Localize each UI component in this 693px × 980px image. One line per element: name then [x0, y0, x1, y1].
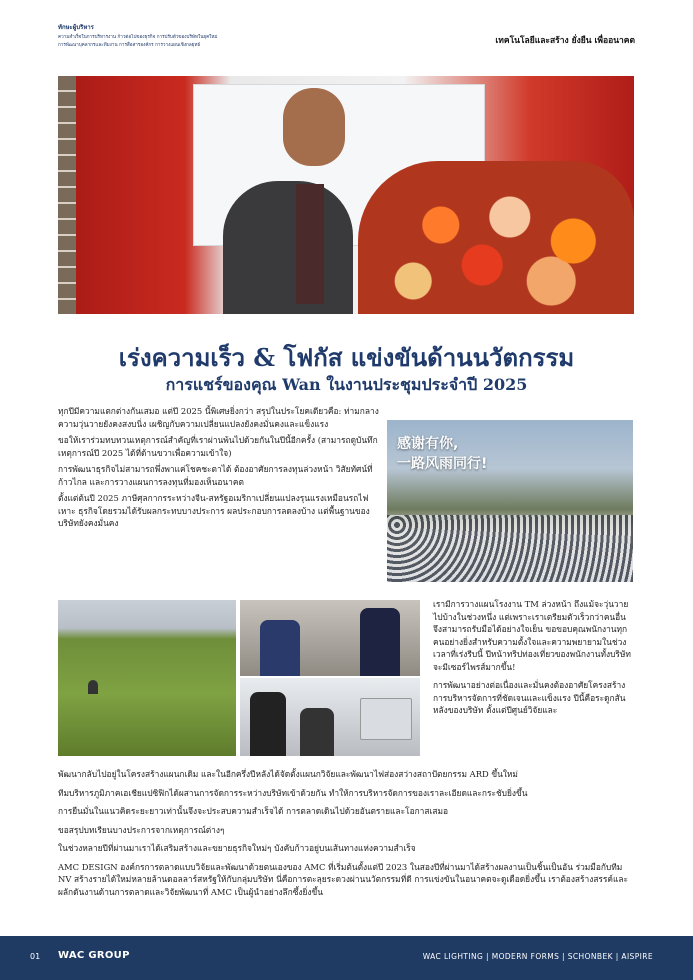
paragraph: เรามีการวางแผนโรงงาน TM ล่วงหน้า ถึงแม้จะวุ่นวายไปบ้างในช่วงหนึ่ง แต่เพราะเราเตรียมตัวเร็วกว่าคนอื่น จึงสามารถรับมือได้อย่างใจเย็น ขอขอบคุณพนักงานทุกคนอย่างยิ่งสำหรับความตั้งใจและความพยายามในช่วงเวลาที่เร่งรีบนี้ ปีหน้าทริปท่องเที่ยวของพนักงานทั้งบริษัทจะมีเซอร์ไพรส์มากขึ้น! [433, 599, 631, 672]
page-number: 01 [30, 952, 41, 961]
speaker-figure [223, 181, 353, 314]
paragraph: AMC DESIGN องค์กรการตลาดแบบวิจัยและพัฒนาด้วยตนเองของ AMC ที่เริ่มต้นตั้งแต่ปี 2023 ในสองปีที่ผ่านมาได้สร้างผลงานเป็นชิ้นเป็นอัน ร่วมมือกับทีม NV สร้างรายได้ใหม่หลายล้านดอลลาร์สหรัฐให้กับกลุ่มบริษัท นี่คือการตะลุยระดวงผ่านนวัตกรรมที่ดี การแข่งขันในอนาคตจะดูเดือดยิ่งขึ้น เราต้องสร้างสรรค์และผลักดันงานด้านการตลาดและวิจัยพัฒนาที่ AMC เป็นผู้นำอย่างลึกซึ้งยิ่งขึ้น [58, 861, 629, 897]
sub-title: การแชร์ของคุณ Wan ในงานประชุมประจำปี 2025 [165, 375, 528, 394]
article-body-right [433, 598, 633, 723]
lab-photo [240, 600, 420, 676]
company-logo: WAC GROUP [58, 950, 130, 961]
photo-banner [397, 434, 487, 474]
main-title: เร่งความเร็ว & โฟกัส แข่งขันด้านนวัตกรรม [118, 343, 575, 372]
monitor [360, 698, 412, 740]
paragraph: พัฒนากลับไปอยู่ในโครงสร้างแผนกเดิม และในอีกครึ่งปีหลังได้จัดตั้งแผนกวิจัยและพัฒนาไฟส่องสว่างสถาปัตยกรรม ARD ขึ้นใหม่ [58, 769, 518, 779]
photo-banner-line: 一路风雨同行! [397, 456, 488, 472]
engineer-figure [360, 608, 400, 676]
worker-figure [88, 680, 98, 694]
brand-list: WAC LIGHTING | MODERN FORMS | SCHONBEK | AISPIRE [422, 952, 653, 961]
paragraph: ขอสรุปบทเรียนบางประการจากเหตุการณ์ต่างๆ [58, 824, 225, 835]
article-body-left [58, 405, 380, 534]
photo-banner-line: 感谢有你, [397, 436, 459, 452]
paragraph: การพัฒนาอย่างต่อเนื่องและมั่นคงต้องอาศัยโครงสร้างการบริหารจัดการที่ชัดเจนและแข็งแรง ปีนี้คือระดูกสันหลังของบริษัท ตั้งแต่ปีศูนย์วิจัยและ [433, 680, 626, 715]
paragraph: ทุกปีมีความแตกต่างกันเสมอ แต่ปี 2025 นี้พิเศษยิ่งกว่า สรุปในประโยคเดียวคือ: ท่ามกลางความวุ่นวายยังคงสงบนิ่ง เผชิญกับความเปลี่ยนแปลงยังคงมั่นคงและแข็งแรง [58, 406, 379, 429]
header-section-title: ทักษะผู้บริหาร [58, 24, 94, 31]
paragraph: ขอให้เราร่วมทบทวนเหตุการณ์สำคัญที่เราผ่านพ้นไปด้วยกันในปีนี้อีกครั้ง (สามารถดูบันทึกเหตุการณ์ปี 2025 ได้ที่ด้านขวาเพื่อความเข้าใจ) [58, 435, 378, 458]
group-photo [387, 420, 633, 582]
flower-arrangement [358, 161, 634, 314]
paragraph: การยืนมั่นในแนวคิดระยะยาวเท่านั้นจึงจะประสบความสำเร็จได้ การตลาดเดินไปด้วยอันตรายและโอกาสเสมอ [58, 806, 449, 816]
speaker-shirt [296, 184, 324, 304]
header-right-title: เทคโนโลยีและสร้าง ยั่งยืน เพื่ออนาคต [495, 36, 635, 46]
lawn-photo [58, 600, 236, 756]
article-body-bottom [58, 768, 634, 904]
paragraph: ตั้งแต่ต้นปี 2025 ภาษีศุลกากรระหว่างจีน-สหรัฐอเมริกาเปลี่ยนแปลงรุนแรงเหมือนรถไฟเหาะ ธุรกิจโดยรวมได้รับผลกระทบบางประการ ผลประกอบการลดลงบ้าง แต่พื้นฐานของบริษัทยังคงมั่นคง [58, 493, 370, 528]
header-line: ความสำเร็จในการบริหารงาน ก้าวต่อไปของธุรกิจ การปรับตัวของบริษัทในยุคใหม่ [58, 35, 218, 40]
video-call-strip [58, 76, 76, 314]
paragraph: ในช่วงหลายปีที่ผ่านมาเราได้เสริมสร้างและขยายธุรกิจใหม่ๆ บังคับก้าวอยู่บนเส้นทางแห่งความสำเร็จ [58, 843, 416, 853]
hero-photo-speaker [58, 76, 634, 314]
crowd [387, 515, 633, 582]
staff-figure [250, 692, 286, 756]
footer-bar [0, 936, 693, 980]
paragraph: การพัฒนาธุรกิจไม่สามารถพึ่งพาแค่โชคชะตาได้ ต้องอาศัยการลงทุนล่วงหน้า วิสัยทัศน์ที่ก้าวไกล และการวางแผนการลงทุนที่มองเห็นอนาคต [58, 464, 373, 487]
paragraph: ทีมบริหารภูมิภาคเอเชียแปซิฟิกได้ผสานการจัดการระหว่างบริษัทเข้าด้วยกัน ทำให้การบริหารจัดการของเราละเอียดและกระชับยิ่งขึ้น [58, 787, 528, 798]
office-photo [240, 678, 420, 756]
staff-figure [300, 708, 334, 756]
speaker-head [283, 88, 345, 166]
engineer-figure [260, 620, 300, 676]
header-left [58, 22, 358, 50]
header-line: การพัฒนาบุคลากรและทีมงาน การสื่อสารองค์กร การวางแผนเชิงกลยุทธ์ [58, 43, 201, 48]
